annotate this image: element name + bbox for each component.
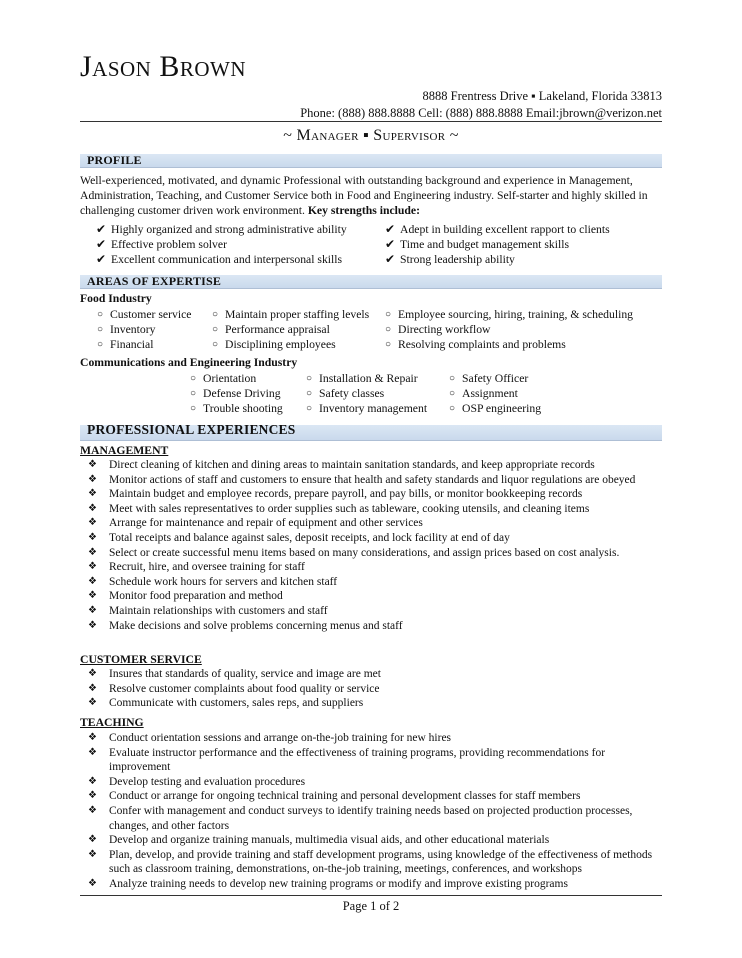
management-item — [88, 487, 668, 502]
check-icon: ✔ — [96, 237, 107, 251]
teaching-item — [88, 731, 668, 746]
diamond-bullet-icon: ❖ — [88, 590, 97, 602]
hollow-bullet-icon: ○ — [97, 324, 104, 335]
strength-item — [385, 252, 610, 267]
expertise-item-text: Assignment — [462, 387, 518, 400]
strength-item-text: Adept in building excellent rapport to clients — [400, 223, 610, 236]
customer-service-item — [88, 667, 668, 682]
strength-item-text: Highly organized and strong administrative ability — [111, 223, 347, 236]
hollow-bullet-icon: ○ — [385, 309, 392, 320]
page-number: Page 1 of 2 — [342, 899, 400, 913]
diamond-bullet-icon: ❖ — [88, 459, 97, 470]
expertise-item — [97, 337, 191, 352]
teaching-list — [88, 731, 668, 892]
hollow-bullet-icon: ○ — [306, 373, 313, 384]
management-item-text: Maintain budget and employee records, prepare payroll, and pay bills, or monitor bookkeeping records — [109, 488, 583, 501]
profile-summary: Well-experienced, motivated, and dynamic Professional with outstanding background and experience in Management, Administration, Teaching, and Customer Service both in Food and Engineering industry. Self-starter and highly skilled in challenging customer driven work environment. — [80, 174, 648, 217]
expertise-item — [385, 307, 633, 322]
expertise-item — [212, 322, 369, 337]
management-item-text: Direct cleaning of kitchen and dining areas to maintain sanitation standards, and keep appropriate records — [109, 459, 595, 471]
customer-service-item-text: Communicate with customers, sales reps, and suppliers — [109, 697, 364, 710]
expertise-item-text: Performance appraisal — [225, 323, 330, 336]
section-bar-expertise — [80, 275, 662, 289]
customer-service-list — [88, 667, 668, 711]
check-icon: ✔ — [385, 222, 396, 236]
teaching-item-text: Conduct or arrange for ongoing technical training and personal development classes for staff members — [109, 790, 581, 803]
management-item-text: Schedule work hours for servers and kitchen staff — [109, 575, 338, 588]
customer-service-item — [88, 682, 668, 697]
management-item — [88, 531, 668, 546]
strength-item-text: Time and budget management skills — [400, 238, 570, 251]
comm-col-3 — [449, 371, 541, 416]
hollow-bullet-icon: ○ — [190, 373, 197, 384]
expertise-item-text: Safety classes — [319, 387, 385, 400]
expertise-item — [97, 322, 191, 337]
comm-col-1 — [190, 371, 283, 416]
teaching-item — [88, 848, 668, 877]
section-bar-experience — [80, 422, 662, 441]
diamond-bullet-icon: ❖ — [88, 561, 97, 573]
expertise-item — [449, 401, 541, 416]
hollow-bullet-icon: ○ — [212, 309, 219, 320]
teaching-item-text: Develop testing and evaluation procedures — [109, 775, 306, 788]
customer-service-item-text: Resolve customer complaints about food quality or service — [109, 682, 380, 695]
teaching-item-text: Analyze training needs to develop new training programs or modify and improve existing programs — [109, 877, 568, 890]
management-item-text: Recruit, hire, and oversee training for staff — [109, 561, 305, 574]
expertise-item — [190, 386, 283, 401]
diamond-bullet-icon: ❖ — [88, 732, 97, 743]
management-item-text: Maintain relationships with customers and staff — [109, 604, 328, 617]
expertise-item — [190, 401, 283, 416]
check-icon: ✔ — [385, 237, 396, 251]
diamond-bullet-icon: ❖ — [88, 502, 97, 514]
expertise-item — [385, 322, 633, 337]
expertise-item-text: Resolving complaints and problems — [398, 338, 566, 351]
management-item-text: Select or create successful menu items based on many considerations, and assign prices based on cost analysis. — [109, 546, 620, 559]
strengths-left-list — [96, 222, 347, 267]
diamond-bullet-icon: ❖ — [88, 775, 97, 787]
management-item-text: Total receipts and balance against sales, deposit receipts, and lock facility at end of day — [109, 531, 510, 544]
hollow-bullet-icon: ○ — [385, 339, 392, 350]
teaching-item — [88, 775, 668, 790]
management-item — [88, 604, 668, 619]
expertise-item — [306, 386, 427, 401]
diamond-bullet-icon: ❖ — [88, 877, 97, 889]
management-list — [88, 458, 668, 633]
check-icon: ✔ — [96, 252, 107, 266]
teaching-item — [88, 804, 668, 833]
strengths-right-list — [385, 222, 610, 267]
diamond-bullet-icon: ❖ — [88, 531, 97, 543]
expertise-item-text: Customer service — [110, 308, 192, 321]
expertise-item-text: OSP engineering — [462, 402, 542, 415]
strength-item-text: Excellent communication and interpersonal skills — [111, 253, 343, 266]
teaching-item-text: Evaluate instructor performance and the effectiveness of training programs, providing recommendations for improvement — [109, 746, 606, 774]
management-title: MANAGEMENT — [80, 444, 169, 457]
expertise-item-text: Maintain proper staffing levels — [225, 308, 370, 321]
expertise-item — [306, 371, 427, 386]
key-strengths-lead: Key strengths include: — [307, 204, 420, 217]
diamond-bullet-icon: ❖ — [88, 546, 97, 558]
expertise-item — [449, 371, 541, 386]
hollow-bullet-icon: ○ — [97, 339, 104, 350]
strength-item-text: Strong leadership ability — [400, 253, 515, 266]
expertise-item-text: Orientation — [203, 372, 257, 385]
expertise-item-text: Financial — [110, 338, 154, 351]
contact-block — [300, 88, 662, 122]
diamond-bullet-icon: ❖ — [88, 804, 97, 816]
teaching-item-text: Conduct orientation sessions and arrange on-the-job training for new hires — [109, 732, 452, 744]
expertise-item-text: Employee sourcing, hiring, training, & scheduling — [398, 308, 634, 321]
comm-col-2 — [306, 371, 427, 416]
hollow-bullet-icon: ○ — [97, 309, 104, 320]
diamond-bullet-icon: ❖ — [88, 604, 97, 616]
diamond-bullet-icon: ❖ — [88, 517, 97, 529]
management-item — [88, 560, 668, 575]
hollow-bullet-icon: ○ — [449, 388, 456, 399]
expertise-item-text: Inventory management — [319, 402, 428, 415]
food-col-2 — [212, 307, 369, 352]
diamond-bullet-icon: ❖ — [88, 473, 97, 485]
diamond-bullet-icon: ❖ — [88, 619, 97, 631]
header-divider — [80, 121, 662, 122]
management-item-text: Make decisions and solve problems concerning menus and staff — [109, 619, 403, 632]
management-item-text: Monitor food preparation and method — [109, 590, 283, 603]
management-item-text: Monitor actions of staff and customers to ensure that health and safety standards and liquor regulations are obeyed — [109, 473, 636, 486]
expertise-item — [306, 401, 427, 416]
check-icon: ✔ — [385, 252, 396, 266]
diamond-bullet-icon: ❖ — [88, 848, 97, 860]
teaching-item-text: Develop and organize training manuals, multimedia visual aids, and other educational materials — [109, 834, 550, 847]
expertise-item — [212, 337, 369, 352]
expertise-item-text: Installation & Repair — [319, 372, 418, 385]
expertise-item — [97, 307, 191, 322]
strength-item — [385, 222, 610, 237]
diamond-bullet-icon: ❖ — [88, 668, 97, 679]
section-title-profile: PROFILE — [87, 153, 142, 167]
diamond-bullet-icon: ❖ — [88, 834, 97, 846]
footer-divider — [80, 895, 662, 896]
customer-service-item-text: Insures that standards of quality, service and image are met — [109, 668, 381, 680]
check-icon: ✔ — [96, 222, 107, 236]
expertise-item — [385, 337, 633, 352]
strength-item — [96, 237, 347, 252]
management-item — [88, 458, 668, 473]
food-col-3 — [385, 307, 633, 352]
expertise-item-text: Inventory — [110, 323, 156, 336]
expertise-item-text: Safety Officer — [462, 372, 529, 385]
teaching-item — [88, 877, 668, 892]
diamond-bullet-icon: ❖ — [88, 746, 97, 758]
management-item — [88, 502, 668, 517]
expertise-item-text: Trouble shooting — [203, 402, 283, 415]
section-bar-profile — [80, 154, 662, 168]
strength-item — [96, 252, 347, 267]
hollow-bullet-icon: ○ — [306, 388, 313, 399]
candidate-name: Jason Brown — [80, 50, 247, 83]
expertise-item — [449, 386, 541, 401]
comm-industry-title: Communications and Engineering Industry — [80, 356, 298, 369]
hollow-bullet-icon: ○ — [190, 403, 197, 414]
management-item — [88, 589, 668, 604]
management-item — [88, 619, 668, 634]
teaching-item-text: Plan, develop, and provide training and staff development programs, using knowledge of the effectiveness of methods such as classroom training, demonstrations, on-the-job training, meetings, conferences, and workshops — [109, 848, 653, 876]
management-item — [88, 546, 668, 561]
strength-item-text: Effective problem solver — [111, 238, 227, 251]
hollow-bullet-icon: ○ — [449, 403, 456, 414]
management-item-text: Meet with sales representatives to order supplies such as tableware, cooking utensils, and cleaning items — [109, 502, 590, 515]
strength-item — [96, 222, 347, 237]
diamond-bullet-icon: ❖ — [88, 575, 97, 587]
headline: ~ Manager ▪ Supervisor ~ — [283, 127, 459, 144]
customer-service-title: CUSTOMER SERVICE — [80, 653, 202, 666]
expertise-item-text: Defense Driving — [203, 387, 281, 400]
teaching-item — [88, 789, 668, 804]
teaching-item-text: Confer with management and conduct surveys to identify training needs based on projected production processes, changes, and other factors — [109, 804, 633, 832]
hollow-bullet-icon: ○ — [306, 403, 313, 414]
expertise-item-text: Directing workflow — [398, 323, 491, 336]
management-item — [88, 575, 668, 590]
hollow-bullet-icon: ○ — [449, 373, 456, 384]
management-item — [88, 473, 668, 488]
teaching-item — [88, 833, 668, 848]
hollow-bullet-icon: ○ — [212, 339, 219, 350]
diamond-bullet-icon: ❖ — [88, 697, 97, 709]
hollow-bullet-icon: ○ — [385, 324, 392, 335]
phone-email-line: Phone: (888) 888.8888 Cell: (888) 888.8888 Email:jbrown@verizon.net — [300, 106, 662, 120]
profile-text — [80, 173, 670, 218]
customer-service-item — [88, 696, 668, 711]
diamond-bullet-icon: ❖ — [88, 790, 97, 802]
expertise-item-text: Disciplining employees — [225, 338, 336, 351]
expertise-item — [190, 371, 283, 386]
teaching-item — [88, 746, 668, 775]
address-line: 8888 Frentress Drive ▪ Lakeland, Florida 33813 — [422, 89, 662, 103]
teaching-title: TEACHING — [80, 716, 144, 729]
hollow-bullet-icon: ○ — [190, 388, 197, 399]
management-item — [88, 516, 668, 531]
diamond-bullet-icon: ❖ — [88, 488, 97, 500]
food-col-1 — [97, 307, 191, 352]
section-title-expertise: AREAS OF EXPERTISE — [87, 274, 222, 288]
diamond-bullet-icon: ❖ — [88, 682, 97, 694]
hollow-bullet-icon: ○ — [212, 324, 219, 335]
expertise-item — [212, 307, 369, 322]
food-industry-title: Food Industry — [80, 292, 152, 305]
management-item-text: Arrange for maintenance and repair of equipment and other services — [109, 517, 423, 530]
strength-item — [385, 237, 610, 252]
section-title-experience: PROFESSIONAL EXPERIENCES — [87, 422, 296, 437]
